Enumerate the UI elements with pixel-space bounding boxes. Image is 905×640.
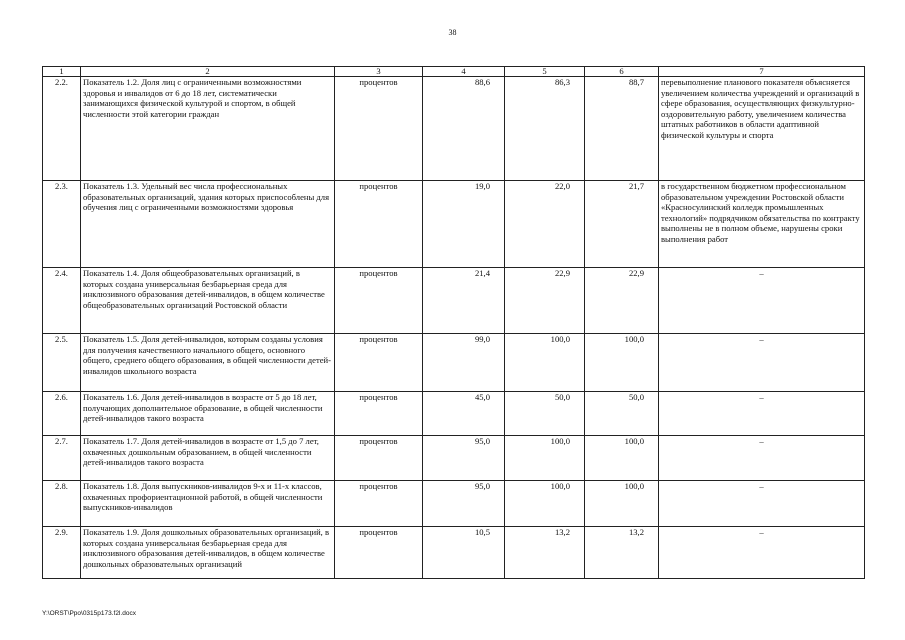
- unit-of-measure: процентов: [335, 268, 423, 334]
- value-col6: 21,7: [585, 181, 659, 268]
- value-col6: 13,2: [585, 527, 659, 579]
- indicators-table: [42, 66, 865, 579]
- value-col5: 100,0: [505, 436, 585, 481]
- header-cell: 1: [43, 67, 81, 77]
- unit-of-measure: процентов: [335, 436, 423, 481]
- value-col6: 100,0: [585, 481, 659, 527]
- deviation-note: –: [659, 268, 865, 334]
- row-number: 2.6.: [43, 392, 81, 436]
- table-header-row: [43, 67, 865, 77]
- header-cell: 3: [335, 67, 423, 77]
- indicator-description: Показатель 1.6. Доля детей-инвалидов в возрасте от 5 до 18 лет, получающих дополнительное образование, в общей численности детей-инвалидов такого возраста: [81, 392, 335, 436]
- row-number: 2.7.: [43, 436, 81, 481]
- header-cell: 6: [585, 67, 659, 77]
- indicator-description: Показатель 1.8. Доля выпускников-инвалидов 9-х и 11-х классов, охваченных профориентационной работой, в общей численности выпускников-инвалидов: [81, 481, 335, 527]
- value-col4: 21,4: [423, 268, 505, 334]
- file-path-footer: Y:\ORST\Ppo\0315p173.f2l.docx: [42, 610, 136, 617]
- row-number: 2.3.: [43, 181, 81, 268]
- deviation-note: перевыполнение планового показателя объясняется увеличением количества учреждений и организаций в сфере образования, осуществляющих физкультурно-оздоровительную работу, увеличением количества штатных работников в области адаптивной физической культуры и спорта: [659, 77, 865, 181]
- value-col4: 95,0: [423, 436, 505, 481]
- unit-of-measure: процентов: [335, 481, 423, 527]
- value-col5: 22,0: [505, 181, 585, 268]
- row-number: 2.2.: [43, 77, 81, 181]
- indicator-description: Показатель 1.7. Доля детей-инвалидов в возрасте от 1,5 до 7 лет, охваченных дошкольным образованием, в общей численности детей-инвалидов такого возраста: [81, 436, 335, 481]
- header-cell: 5: [505, 67, 585, 77]
- deviation-note: –: [659, 392, 865, 436]
- table-row: [43, 334, 865, 392]
- indicator-description: Показатель 1.9. Доля дошкольных образовательных организаций, в которых создана универсальная безбарьерная среда для инклюзивного образования детей-инвалидов, в общем количестве дошкольных образовательных организаций: [81, 527, 335, 579]
- unit-of-measure: процентов: [335, 181, 423, 268]
- table-row: [43, 527, 865, 579]
- value-col4: 19,0: [423, 181, 505, 268]
- table-row: [43, 436, 865, 481]
- table-row: [43, 181, 865, 268]
- unit-of-measure: процентов: [335, 392, 423, 436]
- unit-of-measure: процентов: [335, 527, 423, 579]
- row-number: 2.4.: [43, 268, 81, 334]
- value-col5: 13,2: [505, 527, 585, 579]
- table-row: [43, 77, 865, 181]
- table-row: [43, 481, 865, 527]
- row-number: 2.5.: [43, 334, 81, 392]
- header-cell: 7: [659, 67, 865, 77]
- table-row: [43, 268, 865, 334]
- row-number: 2.9.: [43, 527, 81, 579]
- deviation-note: –: [659, 334, 865, 392]
- value-col6: 100,0: [585, 334, 659, 392]
- indicator-description: Показатель 1.5. Доля детей-инвалидов, которым созданы условия для получения качественного начального общего, основного общего, среднего общего образования, в общей численности детей-инвалидов школьного возраста: [81, 334, 335, 392]
- row-number: 2.8.: [43, 481, 81, 527]
- unit-of-measure: процентов: [335, 77, 423, 181]
- value-col5: 100,0: [505, 481, 585, 527]
- value-col5: 50,0: [505, 392, 585, 436]
- value-col6: 100,0: [585, 436, 659, 481]
- value-col5: 100,0: [505, 334, 585, 392]
- value-col4: 95,0: [423, 481, 505, 527]
- value-col6: 22,9: [585, 268, 659, 334]
- indicator-description: Показатель 1.2. Доля лиц с ограниченными возможностями здоровья и инвалидов от 6 до 18 лет, систематически занимающихся физической культурой и спортом, в общей численности этой категории граждан: [81, 77, 335, 181]
- indicator-description: Показатель 1.4. Доля общеобразовательных организаций, в которых создана универсальная безбарьерная среда для инклюзивного образования детей-инвалидов, в общем количестве общеобразовательных организаций Ростовской области: [81, 268, 335, 334]
- table-row: [43, 392, 865, 436]
- page-number: 38: [448, 28, 457, 37]
- value-col4: 99,0: [423, 334, 505, 392]
- value-col5: 22,9: [505, 268, 585, 334]
- value-col4: 10,5: [423, 527, 505, 579]
- value-col5: 86,3: [505, 77, 585, 181]
- header-cell: 2: [81, 67, 335, 77]
- indicator-description: Показатель 1.3. Удельный вес числа профессиональных образовательных организаций, здания которых приспособлены для обучения лиц с ограниченными возможностями здоровья: [81, 181, 335, 268]
- deviation-note: –: [659, 436, 865, 481]
- value-col4: 88,6: [423, 77, 505, 181]
- deviation-note: в государственном бюджетном профессиональном образовательном учреждении Ростовской области «Красносулинский колледж промышленных технологий» подрядчиком обязательства по контракту выполнены не в полном объеме, нарушены сроки выполнения работ: [659, 181, 865, 268]
- value-col6: 88,7: [585, 77, 659, 181]
- header-cell: 4: [423, 67, 505, 77]
- value-col6: 50,0: [585, 392, 659, 436]
- unit-of-measure: процентов: [335, 334, 423, 392]
- deviation-note: –: [659, 481, 865, 527]
- deviation-note: –: [659, 527, 865, 579]
- value-col4: 45,0: [423, 392, 505, 436]
